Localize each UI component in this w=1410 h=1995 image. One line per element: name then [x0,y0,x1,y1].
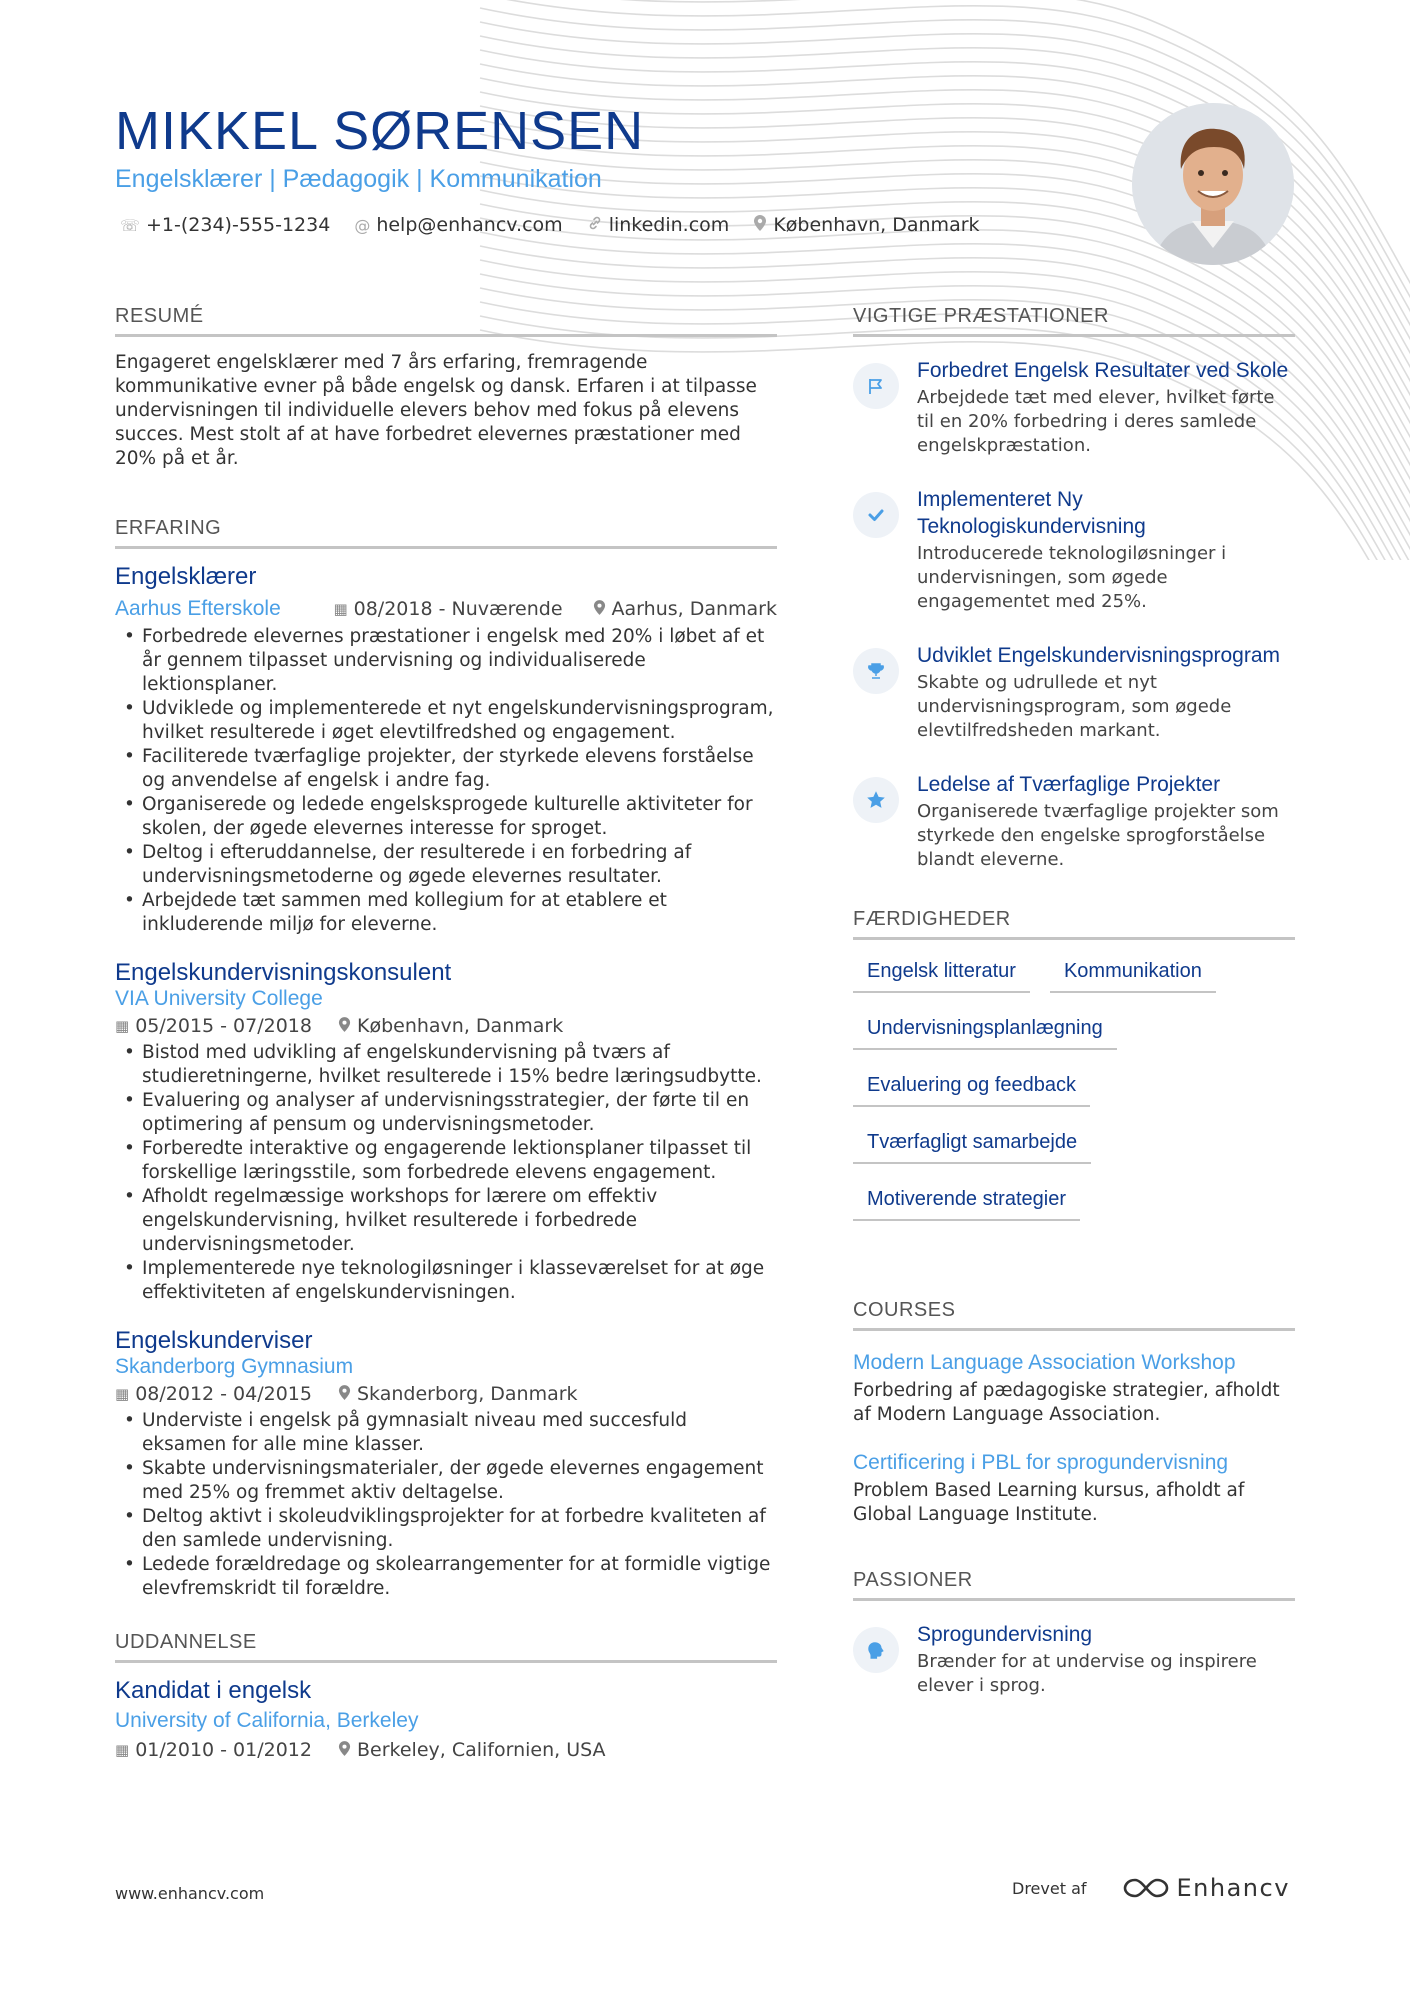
location-icon [338,1384,351,1405]
achievement-item [853,642,1295,743]
job-dates: 05/2015 - 07/2018 [135,1015,312,1037]
job-title: Engelskundervisningskonsulent [115,959,452,986]
achievement-body [917,771,1295,872]
job-bullet: • Afholdt regelmæssige workshops for lærere om effektiv engelskundervisning, hvilket resulterede i forbedrede undervisningsmetoder. [115,1185,777,1257]
phone-icon: ☏ [120,215,141,235]
achievements-list [853,357,1295,872]
skills-list [853,960,1295,1233]
section-title-achievements: VIGTIGE PRÆSTATIONER [853,305,1295,337]
brain-icon [853,1627,899,1673]
skill-tag: Kommunikation [1050,960,1216,993]
education-location: Berkeley, Californien, USA [357,1739,606,1761]
school-name: University of California, Berkeley [115,1709,419,1732]
skill-tag: Tværfagligt samarbejde [853,1131,1091,1164]
candidate-subtitle: Engelsklærer | Pædagogik | Kommunikation [115,165,602,193]
job-entry [115,1327,777,1601]
achievement-title: Implementeret Ny Teknologiskundervisning [917,488,1146,538]
job-bullet: • Ledede forældredage og skolearrangementer for at formidle vigtige elevfremskridt til forældre. [115,1553,777,1601]
check-icon [853,492,899,538]
section-title-courses: COURSES [853,1299,1295,1331]
job-dates: 08/2012 - 04/2015 [135,1383,312,1405]
footer-website[interactable]: www.enhancv.com [115,1884,265,1903]
summary-text: Engageret engelsklærer med 7 års erfaring, fremragende kommunikative evner på både engelsk og dansk. Erfaren i at tilpasse undervisningen til individuelle elevers behov med fokus på elevens succes. Mest stolt af at have forbedret elevernes præstationer med 20% på et år. [115,352,757,469]
job-location: København, Danmark [357,1015,564,1037]
course-title: Modern Language Association Workshop [853,1351,1236,1374]
education-entry [115,1677,777,1761]
job-bullet: • Organiserede og ledede engelsksprogede kulturelle aktiviteter for skolen, der øgede elevernes interesse for sproget. [115,793,777,841]
infinity-logo-icon [1123,1876,1169,1900]
section-title-summary: RESUMÉ [115,305,777,337]
contact-linkedin-text: linkedin.com [608,214,730,236]
achievement-title: Ledelse af Tværfaglige Projekter [917,773,1221,796]
passion-description: Brænder for at undervise og inspirere elever i sprog. [917,1651,1257,1696]
achievement-description: Organiserede tværfaglige projekter som styrkede den engelske sprogforståelse blandt eleverne. [917,801,1279,870]
job-bullet: • Deltog i efteruddannelse, der resulterede i en forbedring af undervisningsmetoderne og øgede elevernes resultater. [115,841,777,889]
company-name: Skanderborg Gymnasium [115,1355,354,1378]
contact-list [120,214,980,236]
right-column [853,305,1295,1726]
job-bullet: • Evaluering og analyser af undervisningsstrategier, der førte til en optimering af pensum og undervisningsmetoder. [115,1089,777,1137]
job-bullets [115,625,777,937]
calendar-icon: ▦ [115,1741,130,1759]
achievement-title: Forbedret Engelsk Resultater ved Skole [917,359,1289,382]
link-icon [587,215,603,235]
contact-linkedin[interactable] [587,214,730,236]
contact-phone-text: +1-(234)-555-1234 [146,214,331,236]
section-title-skills: FÆRDIGHEDER [853,908,1295,940]
achievement-item [853,357,1295,458]
calendar-icon: ▦ [115,1385,130,1403]
enhancv-logo[interactable] [1123,1874,1290,1902]
achievement-description: Introducerede teknologiløsninger i undervisningen, som øgede engagementet med 25%. [917,543,1227,612]
skill-tag: Evaluering og feedback [853,1074,1090,1107]
job-bullet: • Faciliterede tværfaglige projekter, der styrkede elevens forståelse og anvendelse af engelsk i andre fag. [115,745,777,793]
job-bullets [115,1409,777,1601]
job-bullet: • Implementerede nye teknologiløsninger i klasseværelset for at øge effektiviteten af engelskundervisningen. [115,1257,777,1305]
job-bullet: • Arbejdede tæt sammen med kollegium for at etablere et inkluderende miljø for eleverne. [115,889,777,937]
achievement-body [917,357,1295,458]
job-title: Engelskunderviser [115,1327,313,1354]
passion-body [917,1621,1295,1698]
contact-email-text: help@enhancv.com [376,214,563,236]
location-icon [338,1740,351,1761]
location-icon [338,1016,351,1037]
passion-item [853,1621,1295,1698]
at-icon: @ [354,215,371,235]
job-bullet: • Skabte undervisningsmaterialer, der øgede elevernes engagement med 25% og fremmet aktiv deltagelse. [115,1457,777,1505]
job-dates: 08/2018 - Nuværende [353,598,563,620]
profile-photo [1132,103,1294,265]
experience-list [115,563,777,1601]
job-meta [115,597,777,621]
star-icon [853,777,899,823]
job-location: Skanderborg, Danmark [357,1383,578,1405]
achievement-title: Udviklet Engelskundervisningsprogram [917,644,1281,667]
job-bullet: • Forbedrede elevernes præstationer i engelsk med 20% i løbet af et år gennem tilpasset undervisning og individualiserede lektionsplaner. [115,625,777,697]
achievement-description: Arbejdede tæt med elever, hvilket førte til en 20% forbedring i deres samlede engelskpræstation. [917,387,1275,456]
location-icon [593,599,606,620]
section-title-education: UDDANNELSE [115,1631,777,1663]
job-bullet: • Underviste i engelsk på gymnasialt niveau med succesfuld eksamen for alle mine klasser. [115,1409,777,1457]
contact-email[interactable] [354,214,562,236]
job-dates-location [115,1383,777,1405]
trophy-icon [853,648,899,694]
passions-list [853,1621,1295,1698]
skill-tag: Motiverende strategier [853,1188,1080,1221]
skill-tag: Engelsk litteratur [853,960,1030,993]
calendar-icon: ▦ [115,1017,130,1035]
job-bullet: • Udviklede og implementerede et nyt engelskundervisningsprogram, hvilket resulterede i øget elevtilfredshed og engagement. [115,697,777,745]
courses-list [853,1349,1295,1527]
achievement-item [853,771,1295,872]
contact-location-text: København, Danmark [773,214,980,236]
course-description: Forbedring af pædagogiske strategier, afholdt af Modern Language Association. [853,1380,1280,1425]
left-column [115,305,777,1783]
job-entry [115,959,777,1305]
job-dates-location [115,1015,777,1037]
achievement-item [853,486,1295,614]
brand-name: Enhancv [1176,1874,1290,1902]
job-bullets [115,1041,777,1305]
achievement-body [917,486,1295,614]
course-item [853,1349,1295,1427]
company-name: Aarhus Efterskole [115,597,281,620]
job-entry [115,563,777,937]
footer-branding [1012,1874,1290,1902]
powered-by-text: Drevet af [1012,1878,1087,1898]
contact-location [753,214,979,236]
skill-tag: Undervisningsplanlægning [853,1017,1117,1050]
location-icon [753,214,767,236]
job-bullet: • Bistod med udvikling af engelskundervisning på tværs af studieretningerne, hvilket resulterede i 15% bedre læringsudbytte. [115,1041,777,1089]
passion-title: Sprogundervisning [917,1623,1093,1646]
job-location: Aarhus, Danmark [611,598,777,620]
achievement-body [917,642,1295,743]
education-dates: 01/2010 - 01/2012 [135,1739,312,1761]
section-title-passions: PASSIONER [853,1569,1295,1601]
job-dates-location [333,598,777,620]
education-meta [115,1739,777,1761]
course-description: Problem Based Learning kursus, afholdt af Global Language Institute. [853,1480,1245,1525]
calendar-icon: ▦ [333,600,348,618]
flag-icon [853,363,899,409]
job-bullet: • Deltog aktivt i skoleudviklingsprojekter for at forbedre kvaliteten af den samlede undervisning. [115,1505,777,1553]
company-name: VIA University College [115,987,323,1010]
course-item [853,1449,1295,1527]
course-title: Certificering i PBL for sprogundervisning [853,1451,1229,1474]
degree-title: Kandidat i engelsk [115,1677,312,1704]
job-bullet: • Forberedte interaktive og engagerende lektionsplaner tilpasset til forskellige læringsstile, som forbedrede elevens engagement. [115,1137,777,1185]
achievement-description: Skabte og udrullede et nyt undervisningsprogram, som øgede elevtilfredsheden markant. [917,672,1232,741]
candidate-name: MIKKEL SØRENSEN [115,101,645,161]
contact-phone[interactable] [120,214,330,236]
section-title-experience: ERFARING [115,517,777,549]
job-title: Engelsklærer [115,563,257,590]
